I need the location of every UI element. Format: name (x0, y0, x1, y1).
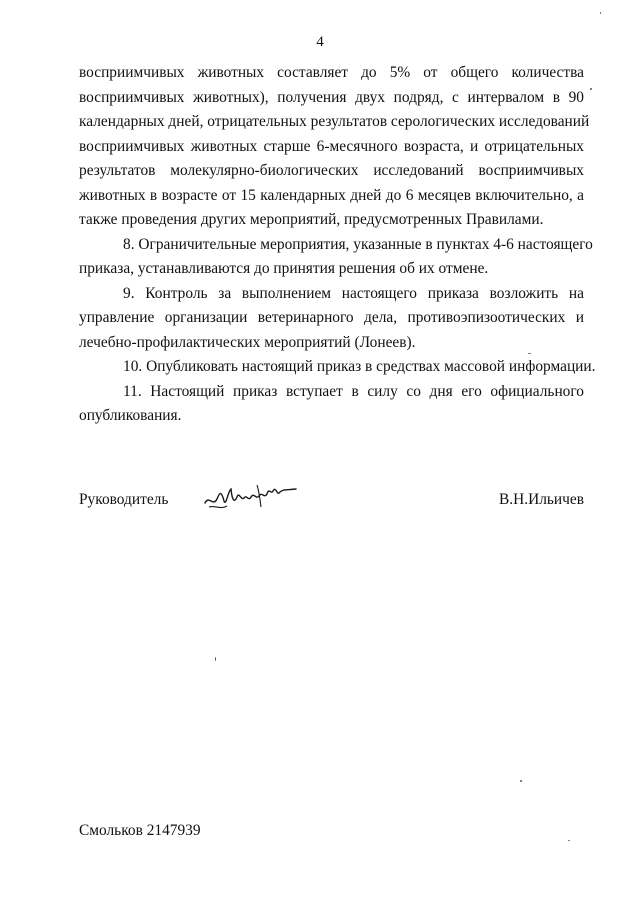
text-line: восприимчивых животных), получения двух подряд, с интервалом в 90 (79, 88, 584, 106)
text-line: календарных дней, отрицательных результатов серологических исследований (79, 113, 590, 130)
scan-speck (520, 780, 522, 782)
text-line: животных в возрасте от 15 календарных дней до 6 месяцев включительно, а (79, 186, 584, 204)
scan-speck (590, 88, 592, 90)
signature-block (79, 483, 584, 523)
text-line: результатов молекулярно-биологических исследований восприимчивых (79, 162, 584, 179)
text-line: восприимчивых животных старше 6-месячного возраста, и отрицательных (79, 137, 584, 155)
paragraph-continuation (79, 61, 590, 233)
text-line: опубликования. (79, 407, 182, 424)
scan-speck (528, 353, 531, 354)
scan-speck (600, 12, 601, 14)
text-line: лечебно-профилактических мероприятий (Лонеев). (79, 333, 416, 351)
text-line: также проведения других мероприятий, предусмотренных Правилами. (79, 211, 544, 228)
paragraph-11 (79, 380, 584, 429)
signatory-name: В.Н.Ильичев (499, 491, 584, 508)
text-line: управление организации ветеринарного дела, противоэпизоотических и (79, 309, 584, 326)
paragraph-8 (79, 233, 593, 282)
paragraph-9 (79, 282, 584, 356)
scan-speck (568, 840, 570, 841)
text-line: 8. Ограничительные мероприятия, указанные в пунктах 4-6 настоящего (123, 235, 593, 253)
executor-note: Смольков 2147939 (79, 822, 201, 839)
text-line: восприимчивых животных составляет до 5% от общего количества (79, 64, 584, 81)
handwritten-signature (201, 477, 301, 517)
page-number: 4 (316, 34, 324, 50)
text-line: 9. Контроль за выполнением настоящего приказа возложить на (123, 284, 584, 302)
document-body (79, 61, 596, 429)
text-line: 10. Опубликовать настоящий приказ в средствах массовой информации. (123, 358, 596, 375)
text-line: приказа, устанавливаются до принятия решения об их отмене. (79, 260, 489, 277)
paragraph-10 (79, 355, 596, 380)
scan-speck (215, 657, 216, 661)
signatory-title: Руководитель (79, 491, 169, 508)
text-line: 11. Настоящий приказ вступает в силу со дня его официального (123, 382, 584, 400)
